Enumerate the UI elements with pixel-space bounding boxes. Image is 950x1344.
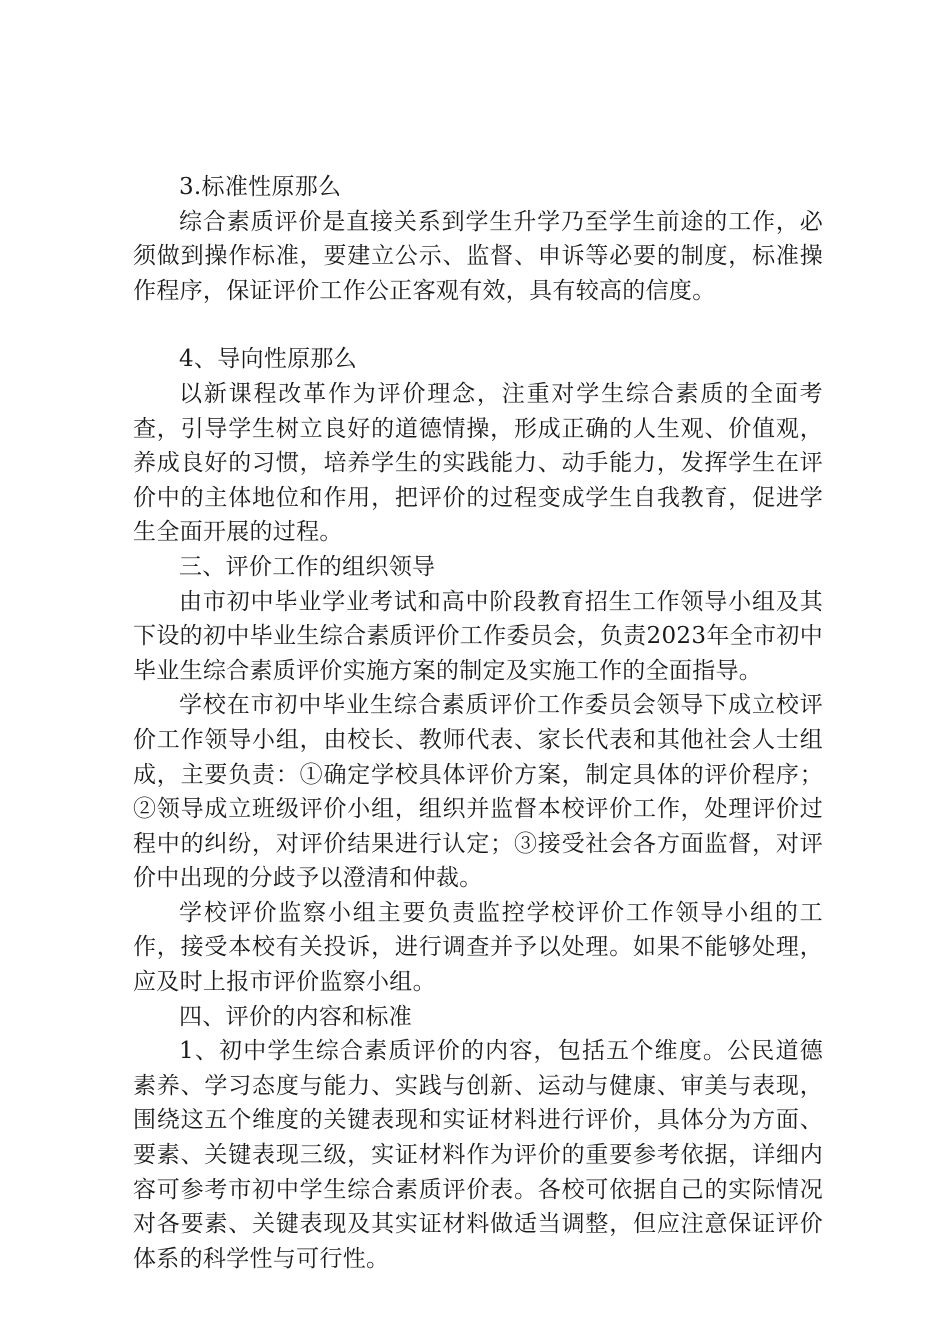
paragraph-content-standards: 1、初中学生综合素质评价的内容，包括五个维度。公民道德素养、学习态度与能力、实践与创新、运动与健康、审美与表现，围绕这五个维度的关键表现和实证材料进行评价，具体分为方面、要素、关键表现三级，实证材料作为评价的重要参考依据，详细内容可参考市初中学生综合素质评价表。各校可依据自己的实际情况对各要素、关键表现及其实证材料做适当调整，但应注意保证评价体系的科学性与可行性。 [133,1038,823,1272]
paragraph-standardization: 综合素质评价是直接关系到学生升学乃至学生前途的工作，必须做到操作标准，要建立公示、监督、申诉等必要的制度，标准操作程序，保证评价工作公正客观有效，具有较高的信度。 [133,208,823,304]
section-heading-organization: 三、评价工作的组织领导 [179,553,436,580]
paragraph-organization-city: 由市初中毕业学业考试和高中阶段教育招生工作领导小组及其下设的初中毕业生综合素质评价工作委员会，负责2023年全市初中毕业生综合素质评价实施方案的制定及实施工作的全面指导。 [133,588,823,684]
section-heading-standardization: 3.标准性原那么 [179,174,342,200]
paragraph-orientation: 以新课程改革作为评价理念，注重对学生综合素质的全面考查，引导学生树立良好的道德情操，形成正确的人生观、价值观，养成良好的习惯，培养学生的实践能力、动手能力，发挥学生在评价中的主体地位和作用，把评价的过程变成学生自我教育，促进学生全面开展的过程。 [133,380,823,546]
section-heading-content-standards: 四、评价的内容和标准 [179,1003,412,1030]
paragraph-supervision: 学校评价监察小组主要负责监控学校评价工作领导小组的工作，接受本校有关投诉，进行调查并予以处理。如果不能够处理，应及时上报市评价监察小组。 [133,899,823,996]
paragraph-organization-school: 学校在市初中毕业生综合素质评价工作委员会领导下成立校评价工作领导小组，由校长、教师代表、家长代表和其他社会人士组成，主要负责：①确定学校具体评价方案，制定具体的评价程序；②领导成立班级评价小组，组织并监督本校评价工作，处理评价过程中的纠纷，对评价结果进行认定；③接受社会各方面监督，对评价中出现的分歧予以澄清和仲裁。 [133,692,823,892]
section-heading-orientation: 4、导向性原那么 [179,346,358,373]
document-body [133,170,823,1276]
paragraph-spacer [133,308,823,342]
